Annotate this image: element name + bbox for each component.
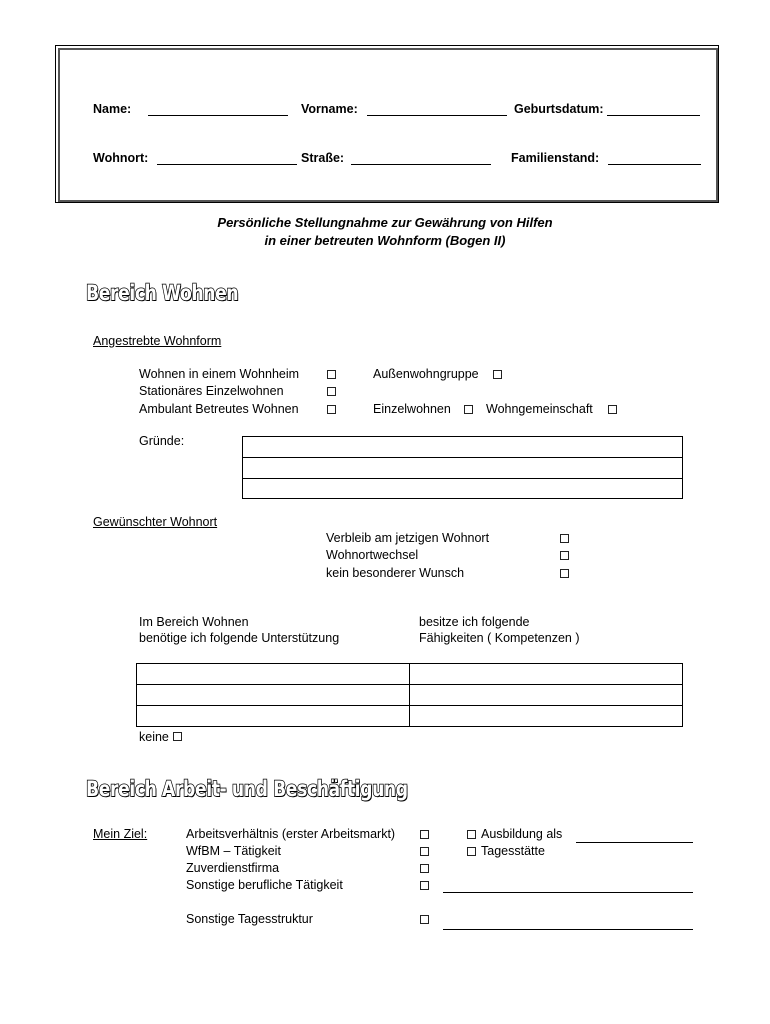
option-einzelwohnen-label: Einzelwohnen (373, 402, 451, 416)
checkbox-zuverdienst[interactable] (420, 864, 429, 873)
support-heading-line1: Im Bereich Wohnen (139, 615, 249, 629)
document-title-line1: Persönliche Stellungnahme zur Gewährung von Hilfen (217, 215, 553, 230)
option-wohngemeinschaft-label: Wohngemeinschaft (486, 402, 593, 416)
checkbox-tagesstaette[interactable] (467, 847, 476, 856)
checkbox-einzelwohnen[interactable] (464, 405, 473, 414)
vorname-label: Vorname: (301, 102, 358, 116)
option-ambulant-label: Ambulant Betreutes Wohnen (139, 402, 299, 416)
gruende-label: Gründe: (139, 434, 185, 448)
strasse-field[interactable] (351, 164, 491, 165)
geburtsdatum-label: Geburtsdatum: (514, 102, 604, 116)
checkbox-tagesstruktur[interactable] (420, 915, 429, 924)
option-stationaer-label: Stationäres Einzelwohnen (139, 384, 284, 398)
support-heading-line2: benötige ich folgende Unterstützung (139, 631, 340, 645)
name-field[interactable] (148, 115, 288, 116)
checkbox-stationaer[interactable] (327, 387, 336, 396)
option-tagesstruktur-label: Sonstige Tagesstruktur (186, 912, 313, 926)
checkbox-ausbildung[interactable] (467, 830, 476, 839)
checkbox-kein-wunsch[interactable] (560, 569, 569, 578)
angestrebte-wohnform-label: Angestrebte Wohnform (93, 334, 222, 348)
checkbox-wohnheim[interactable] (327, 370, 336, 379)
option-wfbm-label: WfBM – Tätigkeit (186, 844, 281, 858)
checkbox-verbleib[interactable] (560, 534, 569, 543)
geburtsdatum-field[interactable] (607, 115, 700, 116)
skills-heading-line2: Fähigkeiten ( Kompetenzen ) (419, 631, 580, 645)
wohnort-field[interactable] (157, 164, 297, 165)
name-label: Name: (93, 102, 132, 116)
section-heading-arbeit: Bereich Arbeit- und Beschäftigung (86, 777, 408, 801)
familienstand-label: Familienstand: (511, 151, 600, 165)
option-wohnortwechsel-label: Wohnortwechsel (326, 548, 419, 562)
header-box-inner (58, 48, 718, 202)
option-kein-wunsch-label: kein besonderer Wunsch (326, 566, 465, 580)
option-verbleib-label: Verbleib am jetzigen Wohnort (326, 531, 490, 545)
gruende-row[interactable] (243, 437, 683, 458)
skills-heading-line1: besitze ich folgende (419, 615, 530, 629)
ausbildung-field[interactable] (576, 842, 693, 843)
strasse-label: Straße: (301, 151, 345, 165)
gewuenschter-wohnort-label: Gewünschter Wohnort (93, 515, 218, 529)
mein-ziel-label: Mein Ziel: (93, 827, 148, 841)
option-arbeitsverhaeltnis-label: Arbeitsverhältnis (erster Arbeitsmarkt) (186, 827, 396, 841)
option-tagesstaette-label: Tagesstätte (481, 844, 545, 858)
keine-label: keine (139, 730, 169, 744)
checkbox-wohnortwechsel[interactable] (560, 551, 569, 560)
skills-cell[interactable] (410, 664, 683, 685)
checkbox-aussenwohngruppe[interactable] (493, 370, 502, 379)
option-ausbildung-label: Ausbildung als (481, 827, 563, 841)
option-aussenwohngruppe-label: Außenwohngruppe (373, 367, 479, 381)
familienstand-field[interactable] (608, 164, 701, 165)
document-title-line2: in einer betreuten Wohnform (Bogen II) (264, 233, 506, 248)
sonstige-berufliche-field[interactable] (443, 892, 693, 893)
support-cell[interactable] (137, 664, 410, 685)
skills-cell[interactable] (410, 685, 683, 706)
wohnort-label: Wohnort: (93, 151, 149, 165)
option-wohnheim-label: Wohnen in einem Wohnheim (139, 367, 300, 381)
gruende-row[interactable] (243, 458, 683, 479)
keine-option (139, 730, 182, 744)
option-sonstige-berufliche-label: Sonstige berufliche Tätigkeit (186, 878, 343, 892)
support-skills-table (136, 663, 683, 727)
gruende-row[interactable] (243, 479, 683, 499)
gruende-table (242, 436, 683, 499)
checkbox-keine[interactable] (173, 732, 182, 741)
checkbox-wohngemeinschaft[interactable] (608, 405, 617, 414)
support-cell[interactable] (137, 706, 410, 727)
checkbox-sonstige-berufliche[interactable] (420, 881, 429, 890)
option-zuverdienst-label: Zuverdienstfirma (186, 861, 280, 875)
skills-cell[interactable] (410, 706, 683, 727)
support-cell[interactable] (137, 685, 410, 706)
checkbox-arbeitsverhaeltnis[interactable] (420, 830, 429, 839)
section-heading-wohnen: Bereich Wohnen (86, 281, 239, 305)
checkbox-ambulant[interactable] (327, 405, 336, 414)
tagesstruktur-field[interactable] (443, 929, 693, 930)
checkbox-wfbm[interactable] (420, 847, 429, 856)
vorname-field[interactable] (367, 115, 507, 116)
